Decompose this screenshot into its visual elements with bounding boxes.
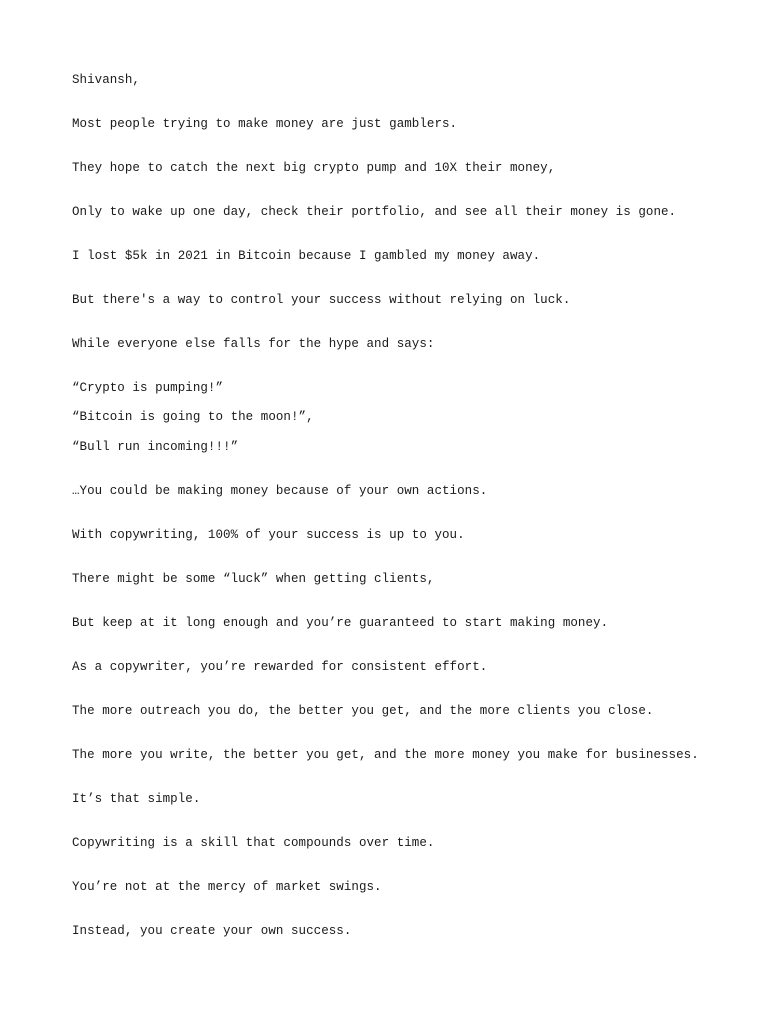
body-line: The more you write, the better you get, and the more money you make for businesses.	[72, 748, 699, 762]
body-line: Copywriting is a skill that compounds over time.	[72, 836, 435, 850]
body-line: You’re not at the mercy of market swings.	[72, 880, 382, 894]
body-line: I lost $5k in 2021 in Bitcoin because I gambled my money away.	[72, 249, 541, 263]
body-line: While everyone else falls for the hype and says:	[72, 337, 435, 351]
body-line: But keep at it long enough and you’re guaranteed to start making money.	[72, 616, 609, 630]
body-line: They hope to catch the next big crypto pump and 10X their money,	[72, 161, 556, 175]
body-line: With copywriting, 100% of your success is up to you.	[72, 528, 465, 542]
body-line: …You could be making money because of your own actions.	[72, 484, 488, 498]
greeting-line: Shivansh,	[72, 73, 140, 87]
body-line: But there's a way to control your success without relying on luck.	[72, 293, 571, 307]
body-line: As a copywriter, you’re rewarded for consistent effort.	[72, 660, 488, 674]
body-line: There might be some “luck” when getting clients,	[72, 572, 435, 586]
quote-line: “Crypto is pumping!”	[72, 381, 224, 395]
quote-line: “Bitcoin is going to the moon!”,	[72, 410, 314, 424]
quote-line: “Bull run incoming!!!”	[72, 440, 239, 454]
body-line: The more outreach you do, the better you get, and the more clients you close.	[72, 704, 654, 718]
body-line: It’s that simple.	[72, 792, 201, 806]
body-line: Only to wake up one day, check their portfolio, and see all their money is gone.	[72, 205, 677, 219]
body-line: Most people trying to make money are just gamblers.	[72, 117, 458, 131]
body-line: Instead, you create your own success.	[72, 924, 352, 938]
